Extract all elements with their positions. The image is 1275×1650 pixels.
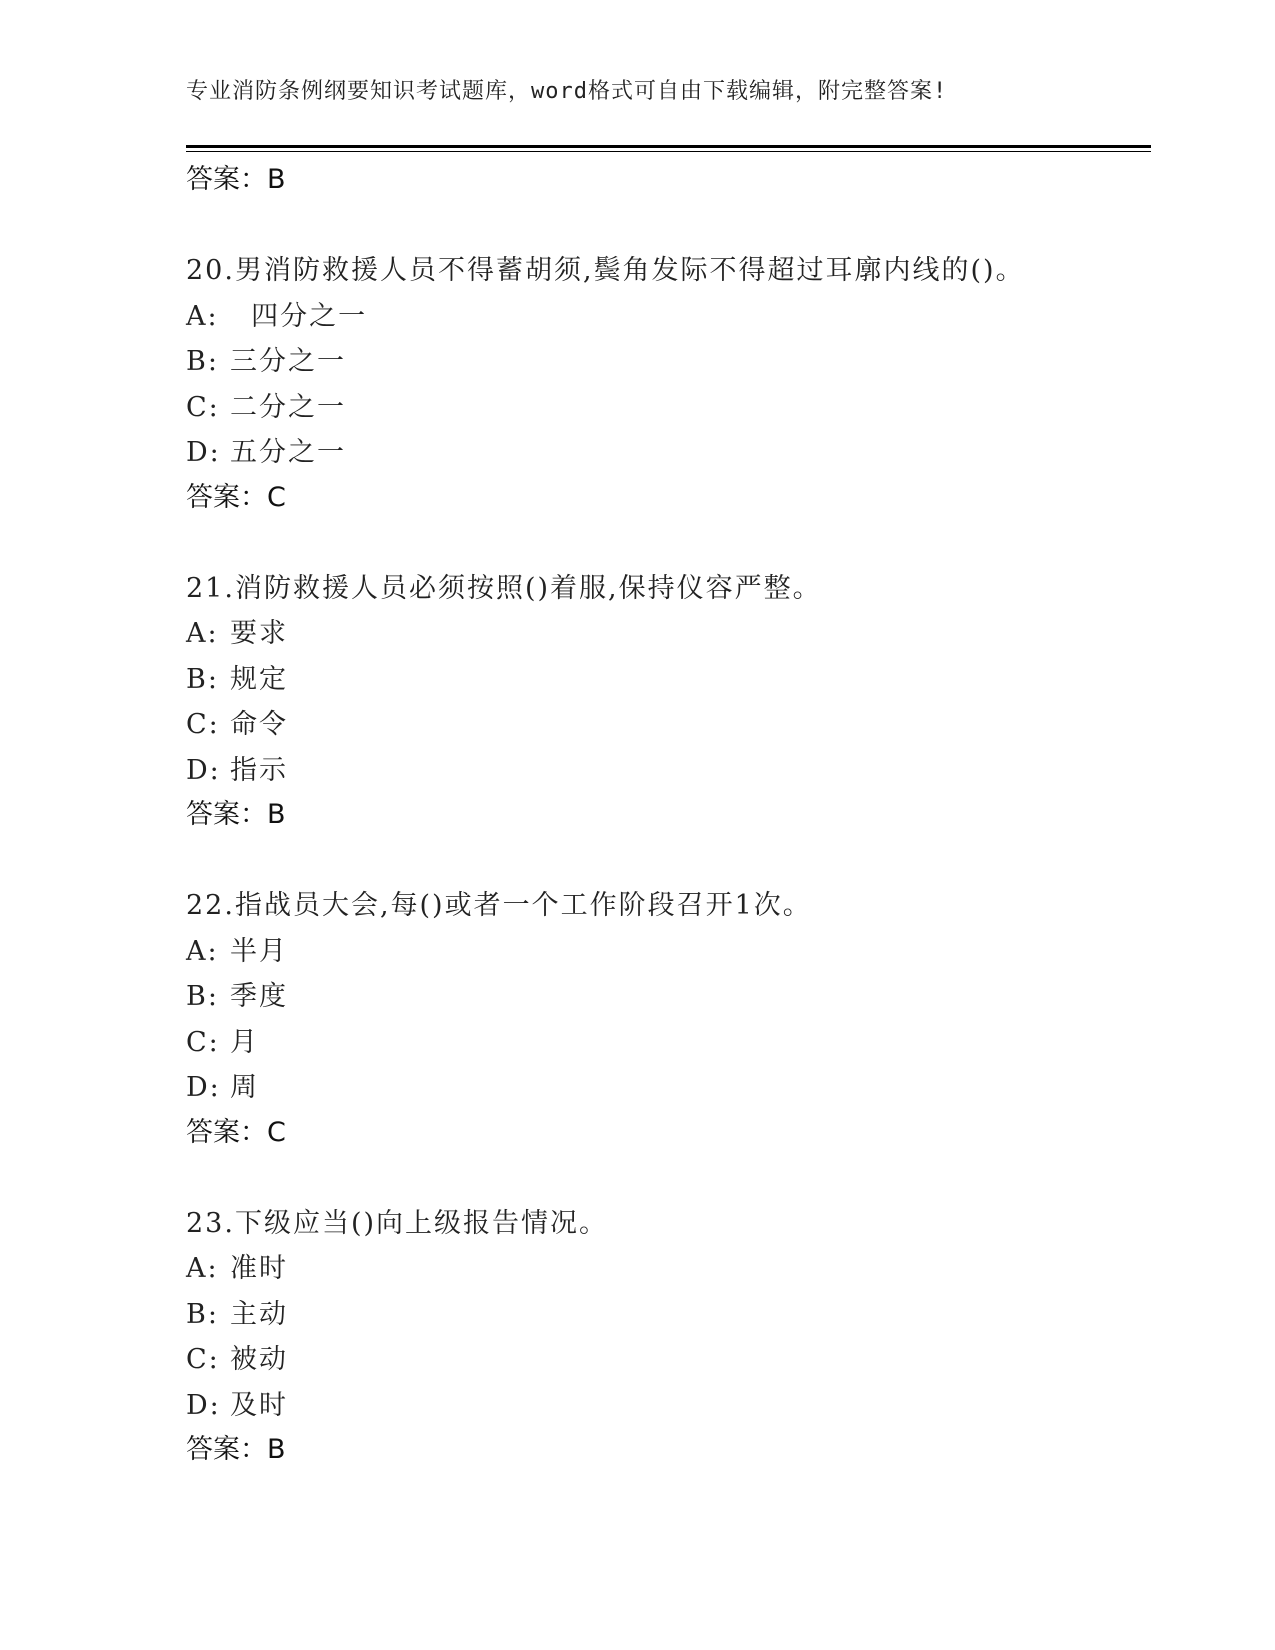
answer-line: 答案：B [186,164,286,195]
question-21 [186,566,1146,838]
header-rule-thick [186,145,1151,148]
option-letter: D: [186,437,221,468]
option-text: 三分之一 [230,346,346,377]
answer-line: 答案：C [186,481,286,513]
option-a [186,294,1146,340]
answer-line: 答案：B [186,799,286,830]
option-letter: A: [186,300,219,332]
option-text: 被动 [230,1344,288,1375]
question-22 [186,883,1146,1155]
option-text: 规定 [230,663,288,695]
option-c [186,1337,1146,1383]
option-text: 月 [230,1026,259,1058]
option-d [186,1065,1146,1111]
question-23 [186,1201,1146,1473]
option-c [186,385,1146,431]
option-letter: A: [186,1253,219,1284]
document-body [186,158,1146,1472]
question-stem: 20.男消防救援人员不得蓄胡须,鬓角发际不得超过耳廓内线的()。 [186,255,1025,286]
option-text: 准时 [230,1253,288,1284]
option-b [186,974,1146,1020]
option-letter: C: [186,391,220,423]
option-letter: D: [186,754,221,786]
option-text: 指示 [230,754,288,786]
option-letter: D: [186,1072,221,1103]
option-letter: C: [186,1344,220,1375]
header-rule-thin [186,151,1151,152]
option-a [186,611,1146,657]
option-a [186,929,1146,975]
option-letter: C: [186,1026,220,1058]
option-b [186,657,1146,703]
page-header: 专业消防条例纲要知识考试题库，word格式可自由下载编辑，附完整答案! [186,79,948,104]
option-text: 要求 [230,618,288,649]
option-b [186,339,1146,385]
option-text: 及时 [230,1389,288,1421]
option-text: 四分之一 [230,300,368,332]
option-letter: D: [186,1389,221,1421]
option-d [186,1383,1146,1429]
question-stem: 22.指战员大会,每()或者一个工作阶段召开1次。 [186,890,812,921]
question-20 [186,248,1146,520]
option-a [186,1246,1146,1292]
option-text: 五分之一 [230,437,346,468]
option-b [186,1292,1146,1338]
option-c [186,702,1146,748]
option-text: 周 [230,1072,259,1103]
option-c [186,1020,1146,1066]
option-text: 命令 [230,709,288,740]
option-letter: A: [186,618,219,649]
option-text: 半月 [230,935,288,967]
question-stem: 23.下级应当()向上级报告情况。 [186,1207,609,1239]
option-text: 主动 [230,1298,288,1330]
option-letter: B: [186,663,219,695]
answer-line: 答案：C [186,1116,286,1148]
option-d [186,430,1146,476]
option-letter: A: [186,935,219,967]
option-letter: B: [186,346,219,377]
option-text: 季度 [230,981,288,1012]
option-letter: C: [186,709,220,740]
answer-line: 答案：B [186,1434,286,1465]
option-d [186,748,1146,794]
option-text: 二分之一 [230,391,346,423]
option-letter: B: [186,981,219,1012]
question-stem: 21.消防救援人员必须按照()着服,保持仪容严整。 [186,572,822,604]
option-letter: B: [186,1298,219,1330]
